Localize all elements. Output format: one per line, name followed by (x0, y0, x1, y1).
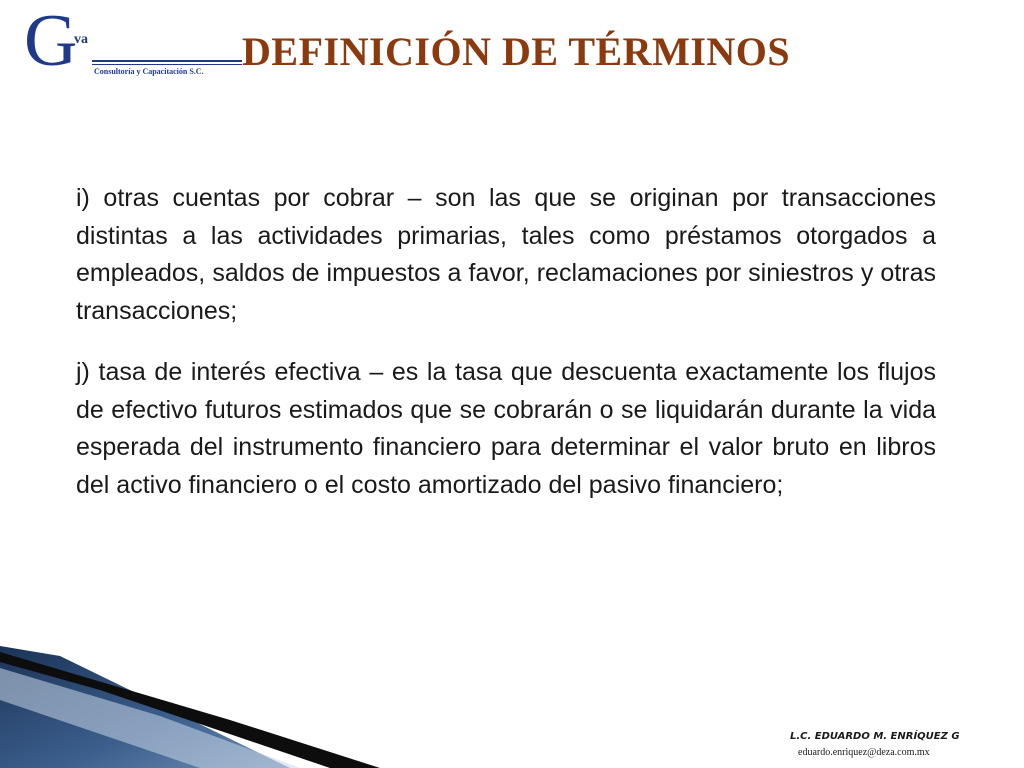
logo-letter: G (24, 0, 78, 82)
logo-superscript: va (74, 32, 88, 47)
slide-title: DEFINICIÓN DE TÉRMINOS (242, 29, 791, 74)
logo-tagline: Consultoría y Capacitación S.C. (94, 67, 204, 76)
definition-paragraph-i: i) otras cuentas por cobrar – son las que se originan por transacciones distintas a las actividades primarias, tales como préstamos otorgados a empleados, saldos de impuestos a favor, reclamaciones por siniestros y otras transacciones; (76, 184, 936, 325)
footer-email: eduardo.enriquez@deza.com.mx (798, 747, 930, 758)
footer-author: L.C. EDUARDO M. ENRÍQUEZ G (790, 731, 960, 742)
definition-paragraph-j: j) tasa de interés efectiva – es la tasa que descuenta exactamente los flujos de efectivo futuros estimados que se cobrarán o se liquidarán durante la vida esperada del instrumento financiero para determinar el valor bruto en libros del activo financiero o el costo amortizado del pasivo financiero; (76, 358, 936, 499)
